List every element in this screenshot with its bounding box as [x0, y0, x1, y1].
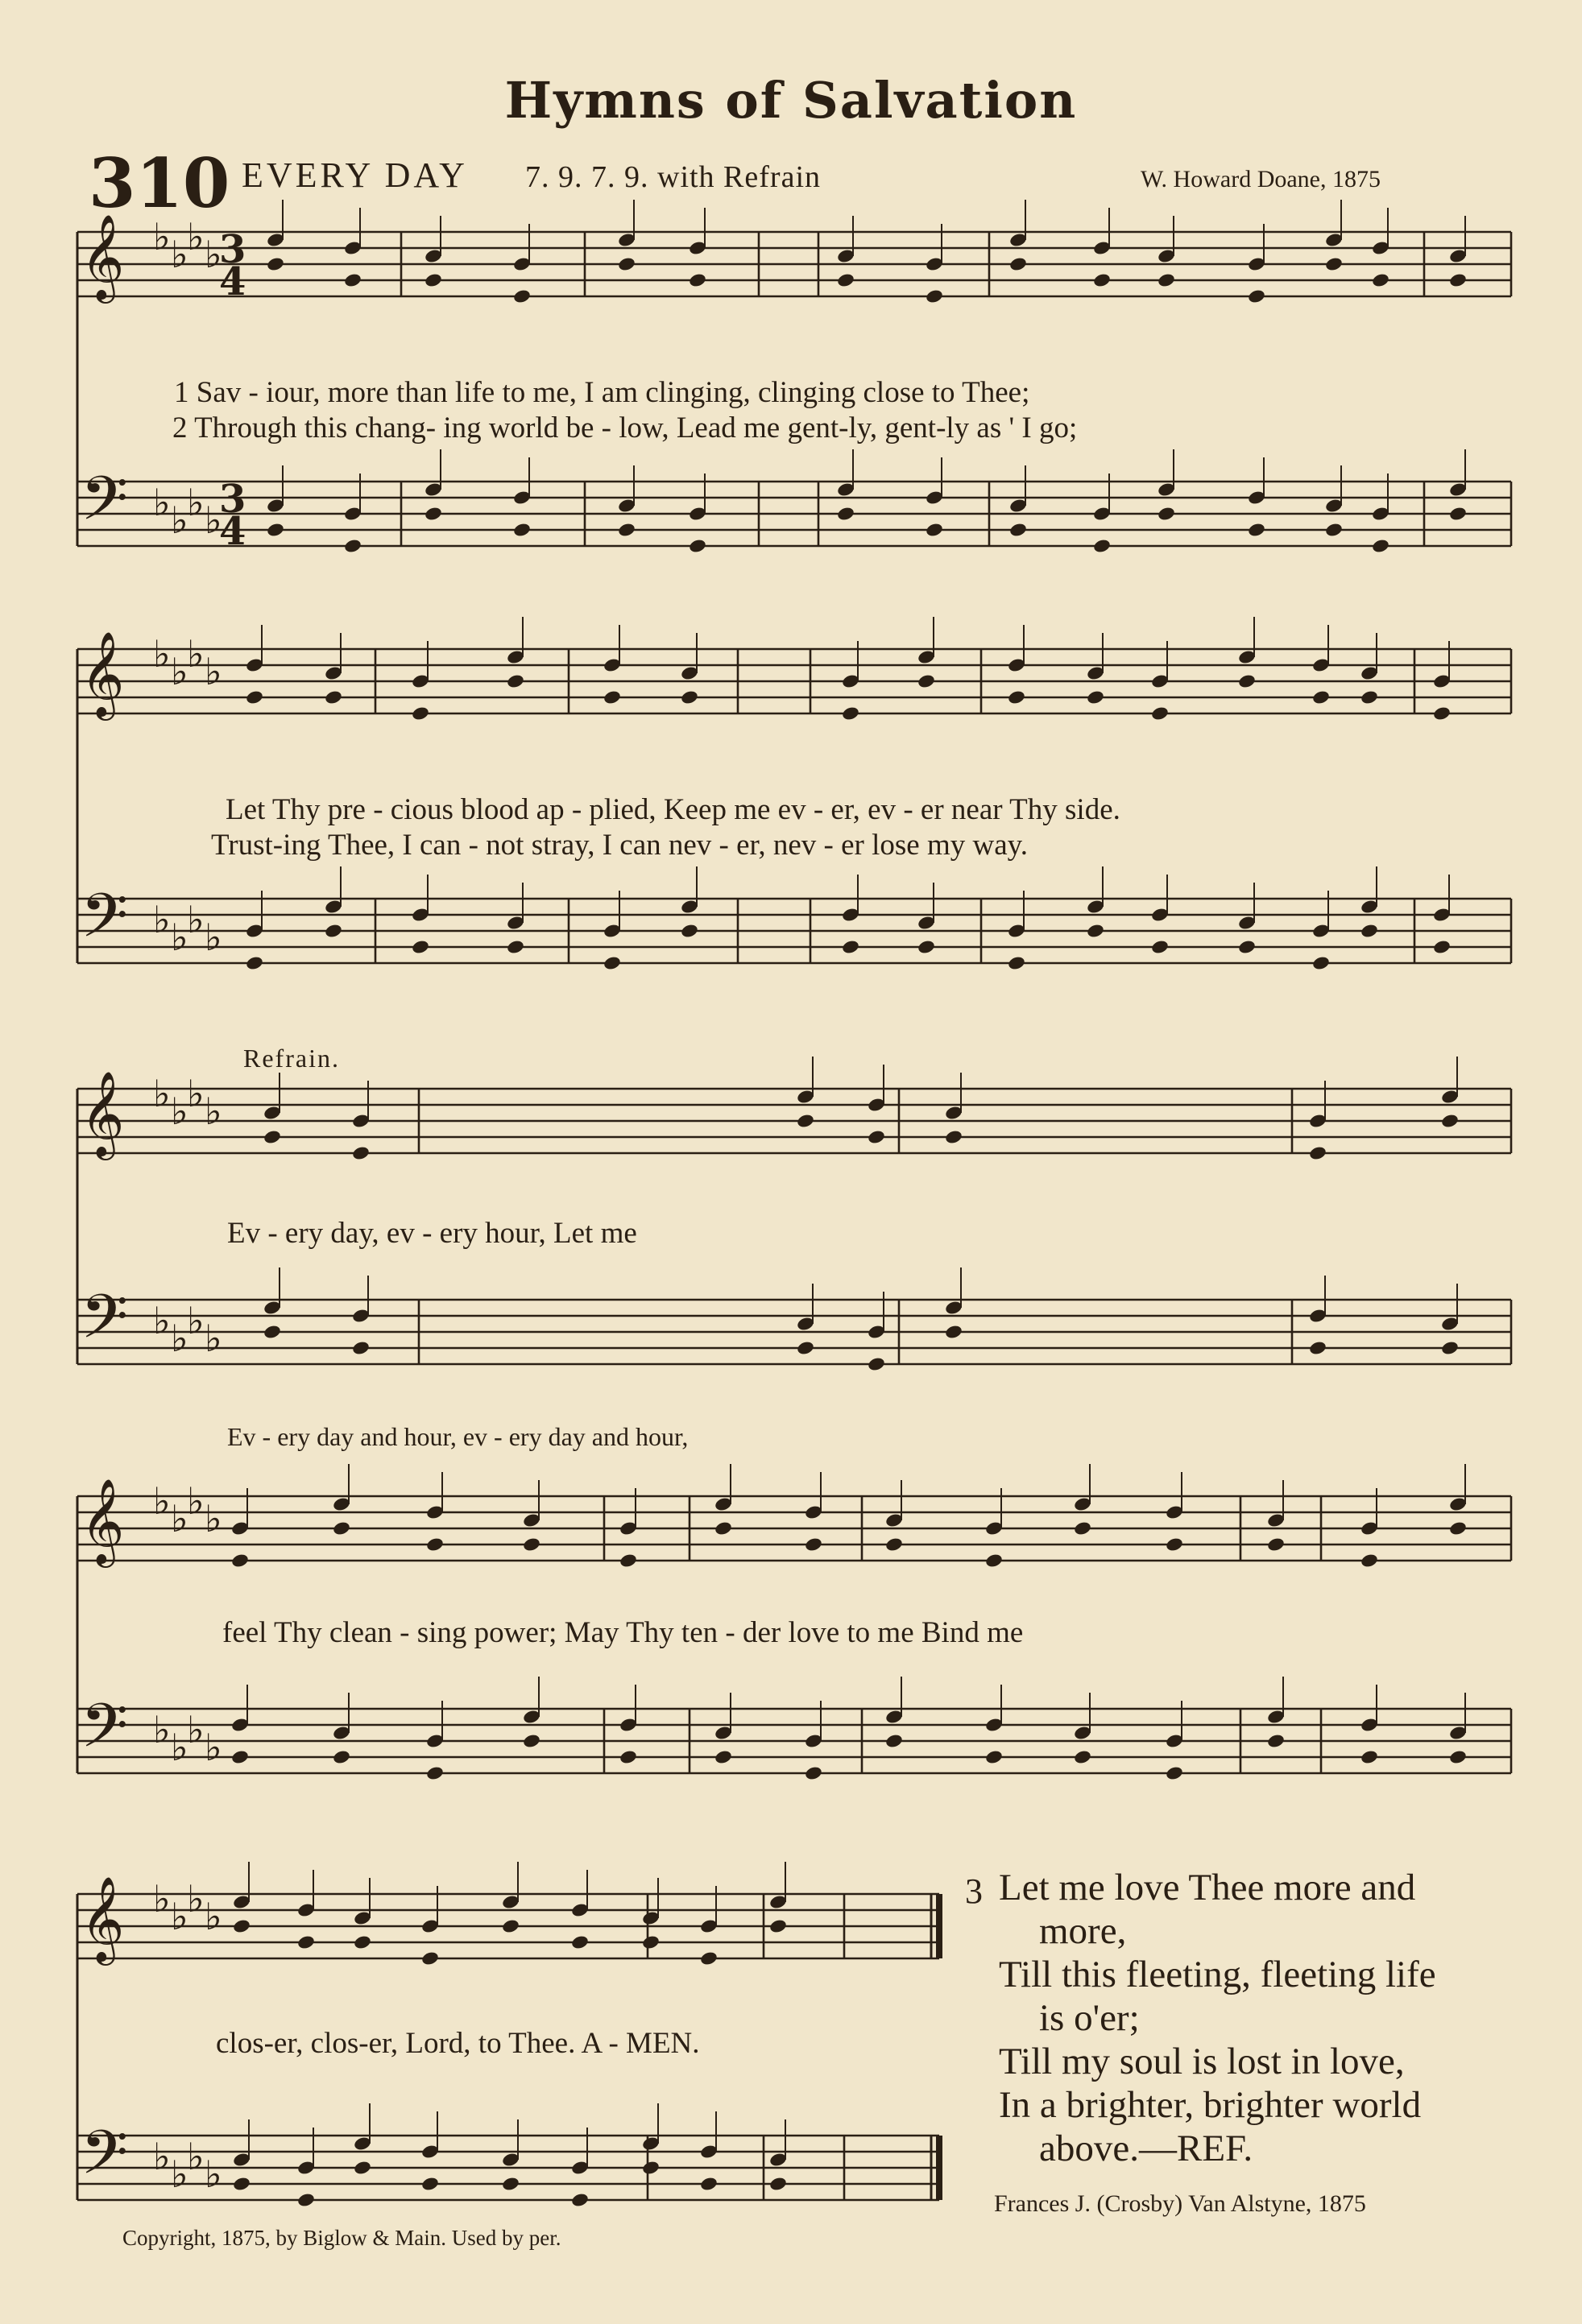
lyric-sys1-verse1: 1 Sav - iour, more than life to me, I am clinging, clinging close to Thee;: [174, 376, 1030, 409]
flat-icon: ♭: [205, 650, 222, 693]
bass-note: [245, 955, 264, 971]
flat-icon: ♭: [153, 1072, 171, 1115]
treble-note: [245, 689, 264, 705]
hymn-number: 310: [89, 143, 230, 223]
treble-note: [984, 1553, 1004, 1569]
bass-note: [1092, 538, 1112, 554]
bass-note: [1157, 506, 1176, 522]
bass-note: [796, 1340, 815, 1356]
treble-clef-icon: 𝄞: [81, 1875, 125, 1962]
flat-icon: ♭: [187, 1299, 205, 1342]
flat-icon: ♭: [153, 481, 171, 524]
hymn-title: EVERY DAY: [242, 155, 468, 195]
treble-note: [266, 256, 285, 272]
bass-note: [1266, 1733, 1286, 1749]
flat-icon: ♭: [171, 650, 188, 693]
flat-icon: ♭: [205, 1497, 222, 1540]
verse-3-line: Till this fleeting, fleeting life: [999, 1954, 1436, 1995]
treble-note: [1432, 705, 1452, 722]
treble-note: [232, 1918, 251, 1934]
bass-clef-icon: 𝄢: [81, 1281, 129, 1367]
flat-icon: ♭: [153, 2135, 171, 2178]
verse-3-number: 3: [965, 1871, 983, 1911]
verse-3-line: more,: [1039, 1910, 1127, 1952]
bass-note: [617, 522, 636, 538]
treble-note: [1324, 256, 1344, 272]
treble-clef-icon: 𝄞: [81, 1070, 125, 1156]
bass-note: [425, 1765, 445, 1781]
treble-note: [343, 272, 362, 288]
treble-note: [506, 673, 525, 689]
flat-icon: ♭: [171, 1317, 188, 1360]
treble-note: [1360, 1553, 1379, 1569]
flat-icon: ♭: [187, 1479, 205, 1523]
treble-note: [522, 1536, 541, 1553]
lyric-sys3-bass: Ev - ery day and hour, ev - ery day and hour,: [227, 1422, 689, 1451]
bass-note: [619, 1749, 638, 1765]
bass-note: [1150, 939, 1170, 955]
bass-note: [1237, 939, 1257, 955]
bass-note: [680, 923, 699, 939]
treble-note: [1008, 256, 1028, 272]
treble-note: [353, 1934, 372, 1950]
lyric-sys2-verse2: Trust-ing Thee, I can - not stray, I can nev - er, nev - er lose my way.: [211, 829, 1028, 862]
treble-note: [925, 288, 944, 304]
lyric-sys1-verse2: 2 Through this chang- ing world be - low, Lead me gent-ly, gent-ly as ' I go;: [172, 411, 1078, 445]
bass-note: [1073, 1749, 1092, 1765]
treble-note: [714, 1520, 733, 1536]
bass-note: [570, 2192, 590, 2208]
bass-note: [263, 1324, 282, 1340]
verse-author: Frances J. (Crosby) Van Alstyne, 1875: [994, 2190, 1366, 2217]
bass-note: [1448, 1749, 1468, 1765]
verse-3-line: Let me love Thee more and: [999, 1867, 1416, 1908]
flat-icon: ♭: [171, 233, 188, 276]
treble-note: [796, 1113, 815, 1129]
treble-note: [351, 1145, 371, 1161]
page-header: Hymns of Salvation: [504, 71, 1078, 130]
hymn-meter: 7. 9. 7. 9. with Refrain: [525, 160, 822, 194]
treble-note: [424, 272, 443, 288]
treble-note: [699, 1950, 719, 1966]
treble-note: [501, 1918, 520, 1934]
treble-note: [230, 1553, 250, 1569]
flat-icon: ♭: [187, 215, 205, 258]
bass-note: [512, 522, 532, 538]
treble-note: [512, 288, 532, 304]
bass-note: [420, 2176, 440, 2192]
final-barline: [936, 1894, 942, 1958]
flat-icon: ♭: [205, 1090, 222, 1133]
bass-note: [296, 2192, 316, 2208]
time-signature: 4: [219, 509, 246, 554]
bass-note: [230, 1749, 250, 1765]
treble-note: [1165, 1536, 1184, 1553]
flat-icon: ♭: [171, 1726, 188, 1769]
bass-note: [1360, 1749, 1379, 1765]
treble-note: [867, 1129, 886, 1145]
flat-icon: ♭: [187, 632, 205, 676]
bass-note: [506, 939, 525, 955]
time-signature: 4: [219, 259, 246, 304]
flat-icon: ♭: [171, 498, 188, 542]
treble-note: [617, 256, 636, 272]
bass-note: [984, 1749, 1004, 1765]
bass-note: [351, 1340, 371, 1356]
treble-note: [1448, 1520, 1468, 1536]
treble-note: [570, 1934, 590, 1950]
bass-note: [1247, 522, 1266, 538]
flat-icon: ♭: [171, 1895, 188, 1938]
verse-3-line: above.—REF.: [1039, 2128, 1253, 2169]
bass-note: [1324, 522, 1344, 538]
treble-note: [804, 1536, 823, 1553]
flat-icon: ♭: [205, 498, 222, 542]
treble-note: [836, 272, 855, 288]
treble-note: [917, 673, 936, 689]
treble-note: [1311, 689, 1331, 705]
bass-note: [917, 939, 936, 955]
bass-note: [501, 2176, 520, 2192]
bass-note: [522, 1733, 541, 1749]
bass-note: [1432, 939, 1452, 955]
treble-note: [1092, 272, 1112, 288]
treble-note: [688, 272, 707, 288]
treble-note: [1237, 673, 1257, 689]
treble-note: [420, 1950, 440, 1966]
treble-note: [411, 705, 430, 722]
bass-note: [804, 1765, 823, 1781]
bass-clef-icon: 𝄢: [81, 2117, 129, 2203]
verse-3-line: In a brighter, brighter world: [999, 2084, 1422, 2126]
treble-clef-icon: 𝄞: [81, 213, 125, 300]
flat-icon: ♭: [187, 1072, 205, 1115]
treble-note: [1157, 272, 1176, 288]
bass-note: [641, 2160, 661, 2176]
flat-icon: ♭: [153, 1708, 171, 1751]
treble-note: [1086, 689, 1105, 705]
flat-icon: ♭: [187, 898, 205, 941]
bass-note: [944, 1324, 963, 1340]
treble-note: [425, 1536, 445, 1553]
bass-note: [1440, 1340, 1460, 1356]
bass-note: [324, 923, 343, 939]
flat-icon: ♭: [187, 2135, 205, 2178]
bass-note: [884, 1733, 904, 1749]
treble-note: [944, 1129, 963, 1145]
treble-note: [680, 689, 699, 705]
bass-note: [688, 538, 707, 554]
flat-icon: ♭: [153, 1299, 171, 1342]
flat-icon: ♭: [187, 1877, 205, 1921]
refrain-label: Refrain.: [243, 1044, 340, 1073]
bass-clef-icon: 𝄢: [81, 880, 129, 966]
flat-icon: ♭: [205, 2152, 222, 2196]
bass-note: [353, 2160, 372, 2176]
time-signature: 3: [219, 227, 246, 272]
flat-icon: ♭: [205, 1726, 222, 1769]
bass-note: [1308, 1340, 1327, 1356]
verse-3-line: Till my soul is lost in love,: [999, 2041, 1405, 2082]
flat-icon: ♭: [153, 215, 171, 258]
bass-note: [867, 1356, 886, 1372]
bass-note: [1086, 923, 1105, 939]
bass-note: [232, 2176, 251, 2192]
flat-icon: ♭: [205, 1895, 222, 1938]
treble-note: [1360, 689, 1379, 705]
treble-note: [1073, 1520, 1092, 1536]
verse-3-line: is o'er;: [1039, 1997, 1140, 2039]
flat-icon: ♭: [205, 1317, 222, 1360]
bass-note: [1007, 955, 1026, 971]
flat-icon: ♭: [187, 481, 205, 524]
flat-icon: ♭: [171, 1497, 188, 1540]
treble-clef-icon: 𝄞: [81, 1478, 125, 1564]
treble-note: [841, 705, 860, 722]
flat-icon: ♭: [153, 898, 171, 941]
bass-note: [424, 506, 443, 522]
treble-note: [603, 689, 622, 705]
lyric-sys2-verse1: Let Thy pre - cious blood ap - plied, Keep me ev - er, ev - er near Thy side.: [226, 793, 1120, 826]
flat-icon: ♭: [171, 2152, 188, 2196]
bass-note: [411, 939, 430, 955]
flat-icon: ♭: [205, 916, 222, 959]
bass-note: [1371, 538, 1390, 554]
flat-icon: ♭: [171, 1090, 188, 1133]
bass-clef-icon: 𝄢: [81, 463, 129, 549]
lyric-sys4: feel Thy clean - sing power; May Thy ten - der love to me Bind me: [222, 1616, 1024, 1649]
bass-note: [925, 522, 944, 538]
bass-note: [1008, 522, 1028, 538]
bass-note: [603, 955, 622, 971]
bass-note: [836, 506, 855, 522]
bass-note: [1165, 1765, 1184, 1781]
bass-clef-icon: 𝄢: [81, 1690, 129, 1776]
bass-note: [768, 2176, 788, 2192]
bass-note: [1360, 923, 1379, 939]
bass-note: [714, 1749, 733, 1765]
time-signature: 3: [219, 477, 246, 522]
treble-note: [1007, 689, 1026, 705]
lyric-sys3-treble: Ev - ery day, ev - ery hour, Let me: [227, 1217, 637, 1250]
treble-note: [641, 1934, 661, 1950]
bass-note: [699, 2176, 719, 2192]
treble-note: [263, 1129, 282, 1145]
flat-icon: ♭: [153, 1877, 171, 1921]
treble-note: [332, 1520, 351, 1536]
treble-note: [324, 689, 343, 705]
flat-icon: ♭: [187, 1708, 205, 1751]
treble-note: [1266, 1536, 1286, 1553]
bass-note: [343, 538, 362, 554]
flat-icon: ♭: [171, 916, 188, 959]
treble-clef-icon: 𝄞: [81, 631, 125, 717]
flat-icon: ♭: [205, 233, 222, 276]
treble-note: [1308, 1145, 1327, 1161]
flat-icon: ♭: [153, 632, 171, 676]
bass-note: [1311, 955, 1331, 971]
lyric-sys5: clos-er, clos-er, Lord, to Thee. A - MEN.: [216, 2027, 700, 2060]
bass-note: [266, 522, 285, 538]
bass-note: [1448, 506, 1468, 522]
treble-note: [1440, 1113, 1460, 1129]
treble-note: [1371, 272, 1390, 288]
treble-note: [768, 1918, 788, 1934]
bass-note: [841, 939, 860, 955]
bass-note: [332, 1749, 351, 1765]
treble-note: [884, 1536, 904, 1553]
composer-credit: W. Howard Doane, 1875: [1141, 166, 1381, 192]
flat-icon: ♭: [153, 1479, 171, 1523]
treble-note: [1247, 288, 1266, 304]
treble-note: [619, 1553, 638, 1569]
copyright-notice: Copyright, 1875, by Biglow & Main. Used by per.: [122, 2226, 561, 2250]
treble-note: [1150, 705, 1170, 722]
treble-note: [1448, 272, 1468, 288]
final-barline: [936, 2136, 942, 2200]
treble-note: [296, 1934, 316, 1950]
